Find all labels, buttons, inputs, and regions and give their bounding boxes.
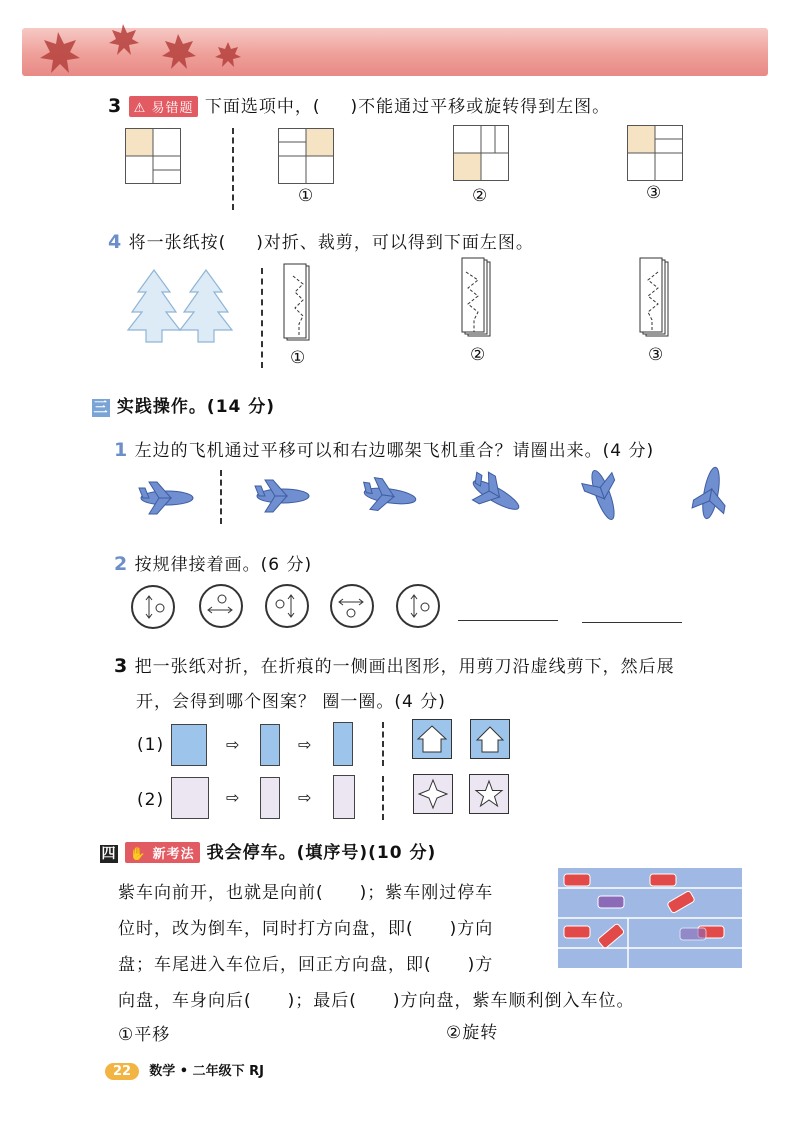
section-4-heading xyxy=(100,838,436,863)
p3-row2-cut-paper xyxy=(333,775,355,819)
pattern-answer-blank-1[interactable] xyxy=(458,620,558,621)
pattern-answer-blank-2[interactable] xyxy=(582,622,682,623)
section-4-marker: 四 xyxy=(101,846,117,862)
q4-option-1-label: ① xyxy=(290,348,307,368)
plane-option-3-icon[interactable] xyxy=(468,472,524,518)
q4-text-b: )对折、裁剪，可以得到下面左图。 xyxy=(256,233,534,253)
q3-text-a: 下面选项中，( xyxy=(204,97,321,117)
p3-row2-divider xyxy=(382,776,384,820)
section-3-marker: 三 xyxy=(93,400,109,416)
pattern-circle-2 xyxy=(199,584,243,628)
parking-text-line-1: 紫车向前开，也就是向前( )；紫车刚过停车 xyxy=(118,883,494,903)
plane-option-5-icon[interactable] xyxy=(688,464,734,522)
section-3-title: 实践操作。(14 分) xyxy=(116,397,276,417)
pattern-arrows-icon xyxy=(133,587,173,627)
p3-row1-divider xyxy=(382,722,384,766)
q4-option-3-label: ③ xyxy=(648,345,665,365)
p3-row-2-label: (2) xyxy=(137,790,165,810)
pattern-arrows-icon xyxy=(201,586,241,626)
q3-option-1-grid[interactable] xyxy=(278,128,334,184)
p3-text-line1: 把一张纸对折，在折痕的一侧画出图形，用剪刀沿虚线剪下，然后展 xyxy=(134,657,675,677)
pattern-arrows-icon xyxy=(267,586,307,626)
p2-text: 按规律接着画。(6 分) xyxy=(134,555,313,575)
p1-line xyxy=(114,436,654,461)
q3-reference-grid xyxy=(125,128,181,184)
pattern-circle-3 xyxy=(265,584,309,628)
parking-text-line-3: 盘；车尾进入车位后，回正方向盘，即( )方 xyxy=(118,955,494,975)
q3-option-3-grid[interactable] xyxy=(627,125,683,181)
arrow-right-icon: ⇨ xyxy=(226,735,240,754)
q3-option-1-label: ① xyxy=(298,186,315,206)
q3-tag: ⚠ 易错题 xyxy=(129,96,199,117)
plane-option-4-icon[interactable] xyxy=(580,466,626,524)
p3-number: 3 xyxy=(114,655,129,677)
footer-subject: 数学 • 二年级下 RJ xyxy=(149,1064,264,1079)
parking-choice-1: ①平移 xyxy=(118,1025,171,1045)
q3-option-2-grid[interactable] xyxy=(453,125,509,181)
p2-line xyxy=(114,550,312,575)
p3-row1-option-house-icon[interactable] xyxy=(470,719,510,759)
section-4-title: 我会停车。(填序号)(10 分) xyxy=(206,843,437,863)
q4-option-1-folded-paper[interactable] xyxy=(283,262,313,344)
p3-row2-paper xyxy=(171,777,209,819)
q4-tree-pair-figure xyxy=(128,270,232,342)
q3-number: 3 xyxy=(108,95,123,117)
q4-divider xyxy=(261,268,263,368)
header-banner xyxy=(22,28,768,76)
q4-option-3-folded-paper[interactable] xyxy=(640,258,672,340)
p1-divider xyxy=(220,470,222,524)
arrow-right-icon: ⇨ xyxy=(298,735,312,754)
p3-row2-option-5point-star-icon[interactable] xyxy=(469,774,509,814)
pattern-circle-4 xyxy=(330,584,374,628)
p3-row2-folded-paper xyxy=(260,777,280,819)
pattern-arrows-icon xyxy=(332,586,372,626)
pattern-circle-1 xyxy=(131,585,175,629)
q4-option-2-folded-paper[interactable] xyxy=(462,258,494,340)
parking-choice-2: ②旋转 xyxy=(446,1023,499,1043)
section-4-tag: ✋ 新考法 xyxy=(125,842,200,863)
q4-text-a: 将一张纸按( xyxy=(128,233,227,253)
q3-option-3-label: ③ xyxy=(646,183,663,203)
section-4-tag-label: 新考法 xyxy=(152,847,195,862)
plane-option-1-icon[interactable] xyxy=(253,478,313,514)
q3-line xyxy=(108,92,610,117)
p3-row1-cut-paper xyxy=(333,722,353,766)
q3-tag-label: 易错题 xyxy=(151,101,194,116)
p2-number: 2 xyxy=(114,553,129,575)
q4-option-2-label: ② xyxy=(470,345,487,365)
arrow-right-icon: ⇨ xyxy=(298,788,312,807)
page-number: 22 xyxy=(105,1063,139,1080)
p3-text-line2: 开，会得到哪个图案？ 圈一圈。(4 分) xyxy=(136,692,446,712)
parking-text-line-4: 向盘，车身向后( )；最后( )方向盘，紫车顺利倒入车位。 xyxy=(118,991,635,1011)
section-3-heading xyxy=(92,392,275,417)
p3-row1-option-house-icon[interactable] xyxy=(412,719,452,759)
p3-row-1-label: (1) xyxy=(137,735,165,755)
p3-row1-paper xyxy=(171,724,207,766)
footer xyxy=(105,1060,264,1080)
plane-reference-icon xyxy=(137,480,197,516)
q4-number: 4 xyxy=(108,231,123,253)
p3-row2-option-4point-star-icon[interactable] xyxy=(413,774,453,814)
q4-line xyxy=(108,228,534,253)
q3-divider xyxy=(232,128,234,210)
p3-row1-folded-paper xyxy=(260,724,280,766)
q3-option-2-label: ② xyxy=(472,186,489,206)
q3-text-b: )不能通过平移或旋转得到左图。 xyxy=(350,97,611,117)
p3-line-1 xyxy=(114,652,675,677)
plane-option-2-icon[interactable] xyxy=(360,478,420,514)
parking-lot-illustration xyxy=(558,868,742,968)
maple-leaf-icon xyxy=(28,22,248,82)
pattern-circle-5 xyxy=(396,584,440,628)
p1-number: 1 xyxy=(114,439,129,461)
parking-text-line-2: 位时，改为倒车，同时打方向盘，即( )方向 xyxy=(118,919,494,939)
p1-text: 左边的飞机通过平移可以和右边哪架飞机重合？请圈出来。(4 分) xyxy=(134,441,655,461)
pattern-arrows-icon xyxy=(398,586,438,626)
arrow-right-icon: ⇨ xyxy=(226,788,240,807)
